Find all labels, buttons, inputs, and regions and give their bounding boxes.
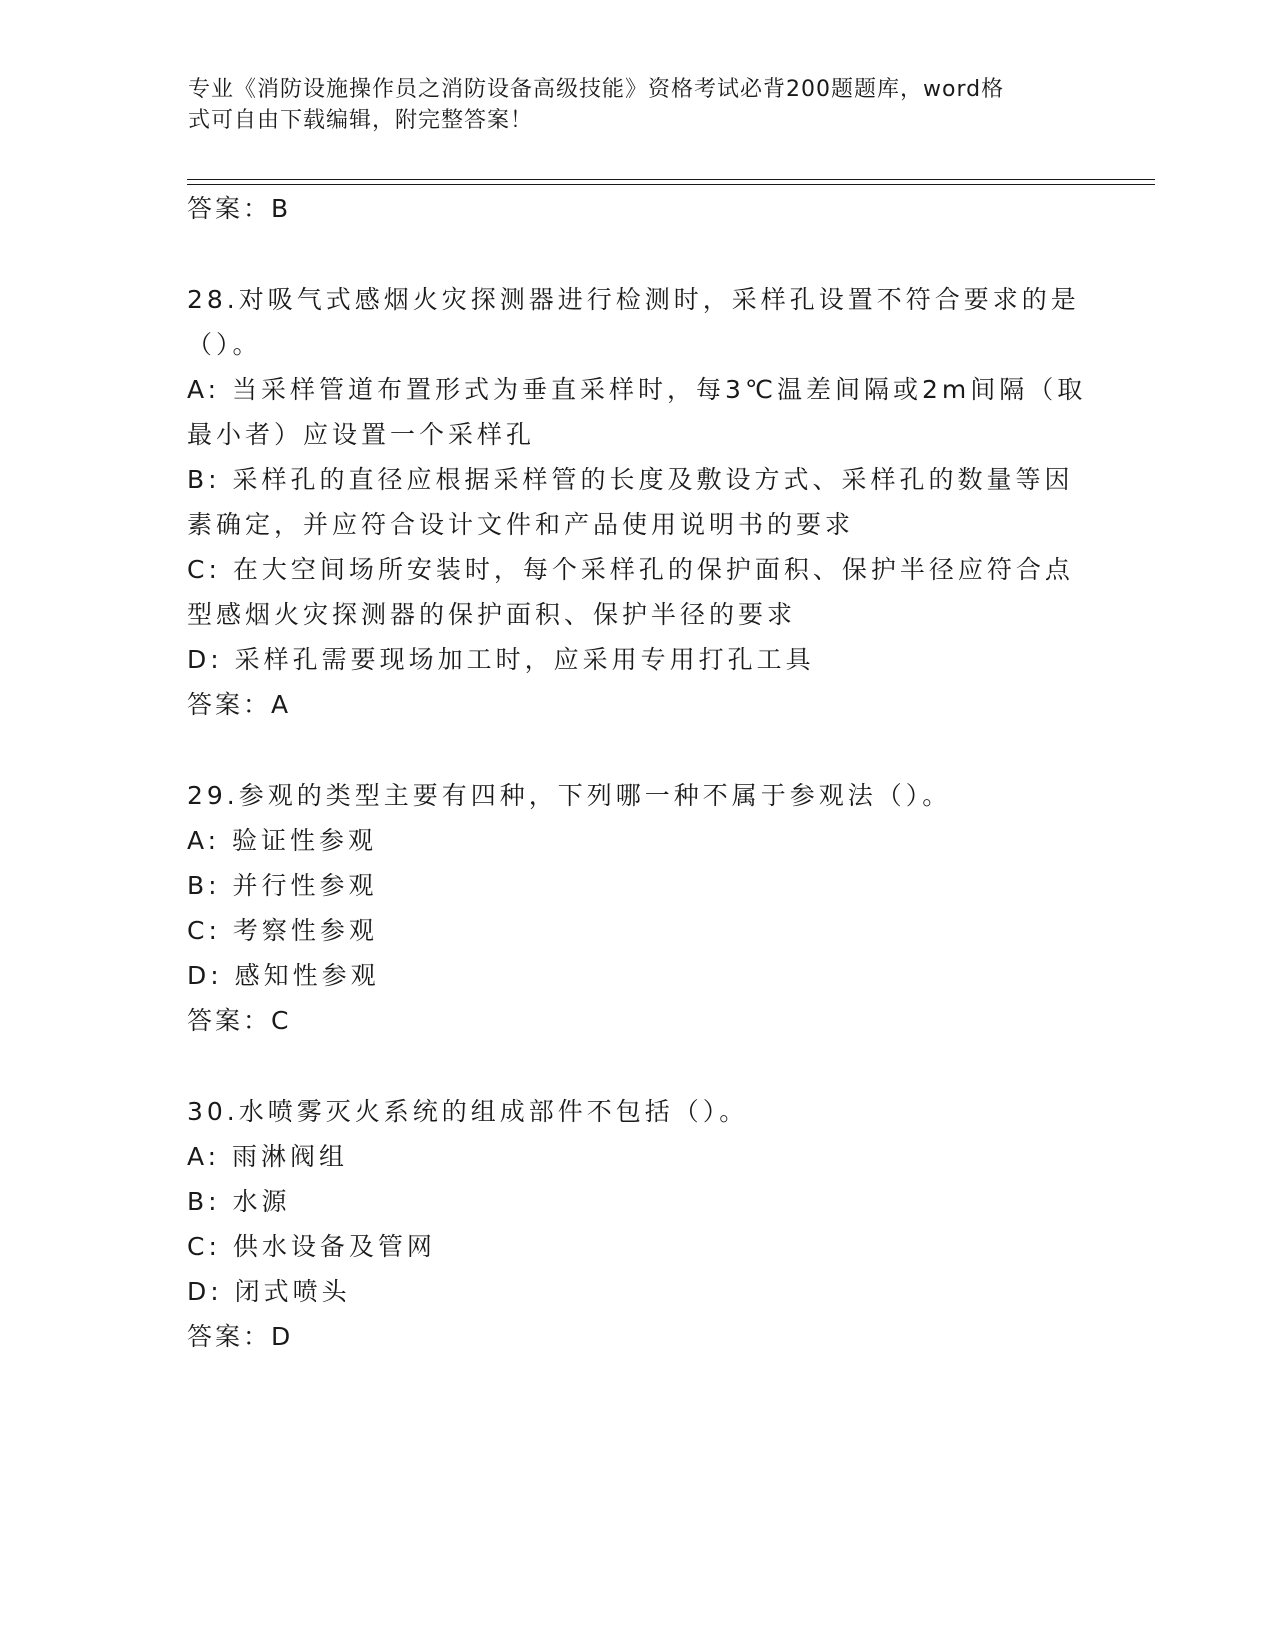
option-a: A: 验证性参观	[187, 826, 378, 855]
option-b: B: 采样孔的直径应根据采样管的长度及敷设方式、采样孔的数量等因	[187, 465, 1074, 494]
question-29	[187, 773, 1087, 1043]
question-stem: 30.水喷雾灭火系统的组成部件不包括（）。	[187, 1097, 749, 1126]
option-d: D: 采样孔需要现场加工时，应采用专用打孔工具	[187, 645, 815, 674]
answer: 答案：D	[187, 1322, 294, 1351]
option-d: D: 感知性参观	[187, 961, 380, 990]
option-c: C: 考察性参观	[187, 916, 378, 945]
header-divider-bottom	[187, 184, 1155, 185]
question-stem: 28.对吸气式感烟火灾探测器进行检测时，采样孔设置不符合要求的是	[187, 285, 1080, 314]
previous-answer: 答案：B	[187, 194, 292, 223]
question-28	[187, 277, 1087, 727]
question-stem: 29.参观的类型主要有四种，下列哪一种不属于参观法（）。	[187, 781, 952, 810]
header-divider-top	[187, 179, 1155, 180]
option-b-continued: 素确定，并应符合设计文件和产品使用说明书的要求	[187, 510, 855, 539]
option-a: A: 雨淋阀组	[187, 1142, 349, 1171]
option-a: A: 当采样管道布置形式为垂直采样时，每3℃温差间隔或2m间隔（取	[187, 375, 1087, 404]
option-b: B: 水源	[187, 1187, 291, 1216]
header-line-2: 式可自由下载编辑，附完整答案！	[188, 108, 534, 133]
question-stem-continued: （）。	[187, 330, 262, 359]
header-line-1: 专业《消防设施操作员之消防设备高级技能》资格考试必背200题题库，word格	[188, 77, 1005, 102]
document-header	[188, 74, 1078, 136]
option-b: B: 并行性参观	[187, 871, 378, 900]
option-c: C: 供水设备及管网	[187, 1232, 436, 1261]
option-c: C: 在大空间场所安装时，每个采样孔的保护面积、保护半径应符合点	[187, 555, 1074, 584]
option-c-continued: 型感烟火灾探测器的保护面积、保护半径的要求	[187, 600, 797, 629]
answer: 答案：A	[187, 690, 292, 719]
question-30	[187, 1089, 1087, 1359]
option-a-continued: 最小者）应设置一个采样孔	[187, 420, 536, 449]
question-content	[187, 186, 1087, 1359]
answer: 答案：C	[187, 1006, 292, 1035]
option-d: D: 闭式喷头	[187, 1277, 351, 1306]
